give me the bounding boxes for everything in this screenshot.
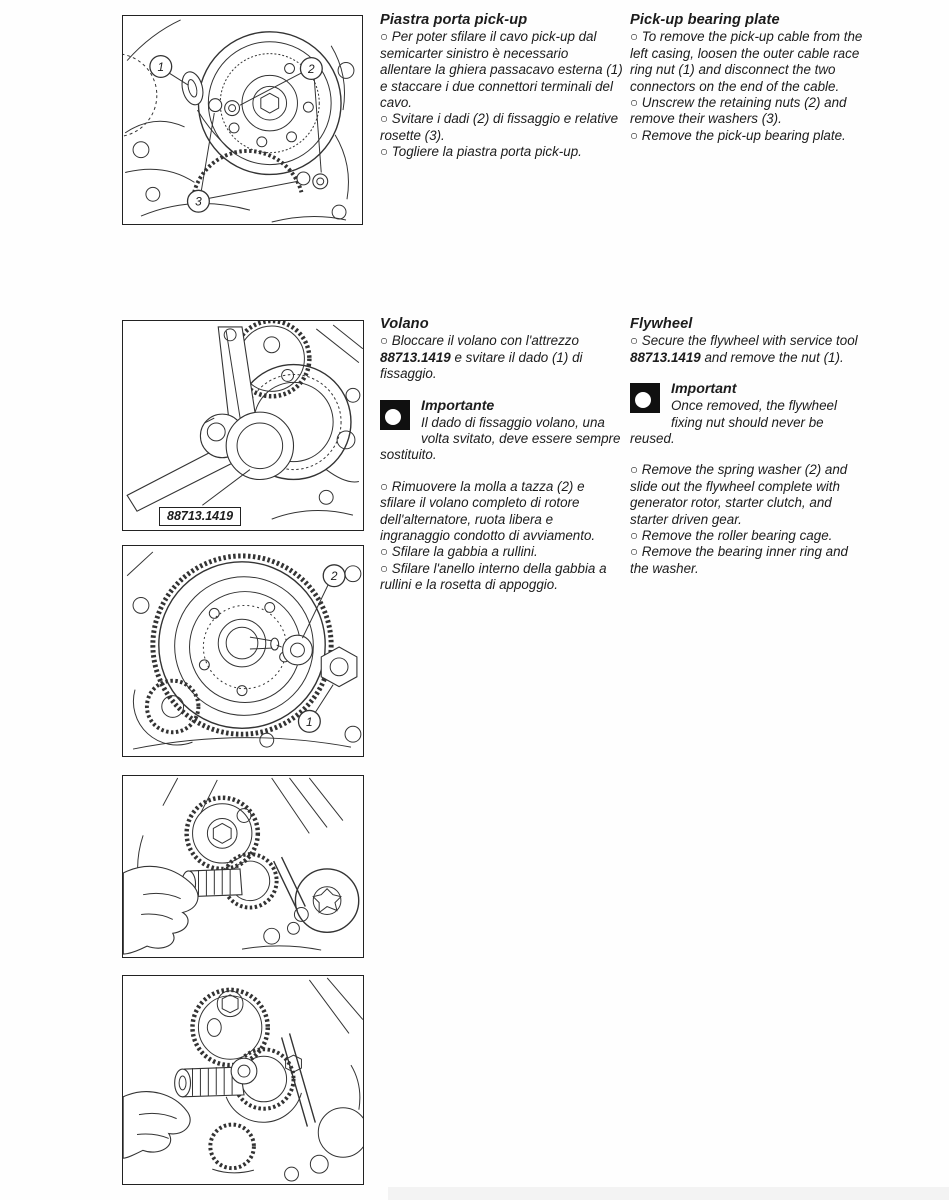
flywheel-en-intro: ○ Secure the flywheel with service tool 88713.1419 and remove the nut (1). [630,333,858,365]
tool-code: 88713.1419 [630,349,701,365]
pickup-title-en: Pick-up bearing plate [630,12,780,28]
callout-3: 3 [195,194,202,209]
pickup-it-step: ○ Svitare i dadi (2) di fissaggio e relative rosette (3). [380,111,619,143]
pickup-en-step: ○ To remove the pick-up cable from the left casing, loosen the outer cable race ring nut (1) and disconnect the two connectors on the end of the cable. [630,29,863,94]
figure-bearing-cage [122,775,364,958]
important-title-it: Importante [421,397,495,414]
tool-number-label: 88713.1419 [159,507,241,526]
figure-pickup-plate [122,15,363,225]
flywheel-en-step: ○ Remove the roller bearing cage. [630,528,833,544]
flywheel-title-en: Flywheel [630,316,693,332]
important-note-it [380,398,623,464]
figure-flywheel-tool [122,320,364,531]
tool-code: 88713.1419 [380,349,451,365]
flywheel-it-step: ○ Sfilare la gabbia a rullini. [380,544,538,560]
flywheel-en-step: ○ Remove the spring washer (2) and slide out the flywheel complete with generator rotor, starter clutch, and starter driven gear. [630,462,848,527]
callout-spring-washer: 2 [330,569,338,584]
important-body-it: Il dado di fissaggio volano, una volta svitato, deve essere sempre sostituito. [380,414,621,463]
flywheel-it-intro: ○ Bloccare il volano con l'attrezzo 88713.1419 e svitare il dado (1) di fissaggio. [380,333,583,382]
inner-ring-illustration [123,976,363,1184]
important-note-en [630,381,870,447]
callout-1: 1 [157,59,165,74]
important-body-en: Once removed, the flywheel fixing nut should never be reused. [630,398,837,447]
callout-nut: 1 [306,714,313,729]
important-icon [630,383,660,413]
flywheel-title-it: Volano [380,316,429,332]
scan-artifact-band [388,1187,949,1200]
flywheel-it-step: ○ Rimuovere la molla a tazza (2) e sfilare il volano completo di rotore dell'alternatore, ruota libera e ingranaggio condotto di avviamento. [380,478,596,544]
pickup-en-step: ○ Unscrew the retaining nuts (2) and remove their washers (3). [630,95,847,127]
pickup-english-column [630,12,870,144]
flywheel-en-step: ○ Remove the bearing inner ring and the washer. [630,544,849,576]
flywheel-removal-illustration [123,546,363,756]
flywheel-it-step: ○ Sfilare l'anello interno della gabbia a rullini e la rosetta di appoggio. [380,560,607,593]
flywheel-english-column [630,316,870,577]
flywheel-italian-column [380,316,623,594]
pickup-title-it: Piastra porta pick-up [380,12,528,28]
pickup-italian-column [380,12,623,161]
figure-flywheel-removal [122,545,364,757]
pickup-plate-illustration [123,16,362,224]
flywheel-tool-illustration [123,321,363,530]
callout-2: 2 [308,61,315,76]
bearing-cage-illustration [123,776,363,957]
pickup-en-step: ○ Remove the pick-up bearing plate. [630,127,846,143]
figure-inner-ring [122,975,364,1185]
pickup-it-step: ○ Per poter sfilare il cavo pick-up dal semicarter sinistro è necessario allentare la ghiera passacavo esterna (1) e staccare i due connettori terminali del cavo. [380,29,623,111]
important-title-en: Important [671,381,737,398]
important-icon [380,400,410,430]
pickup-it-step: ○ Togliere la piastra porta pick-up. [380,144,582,160]
